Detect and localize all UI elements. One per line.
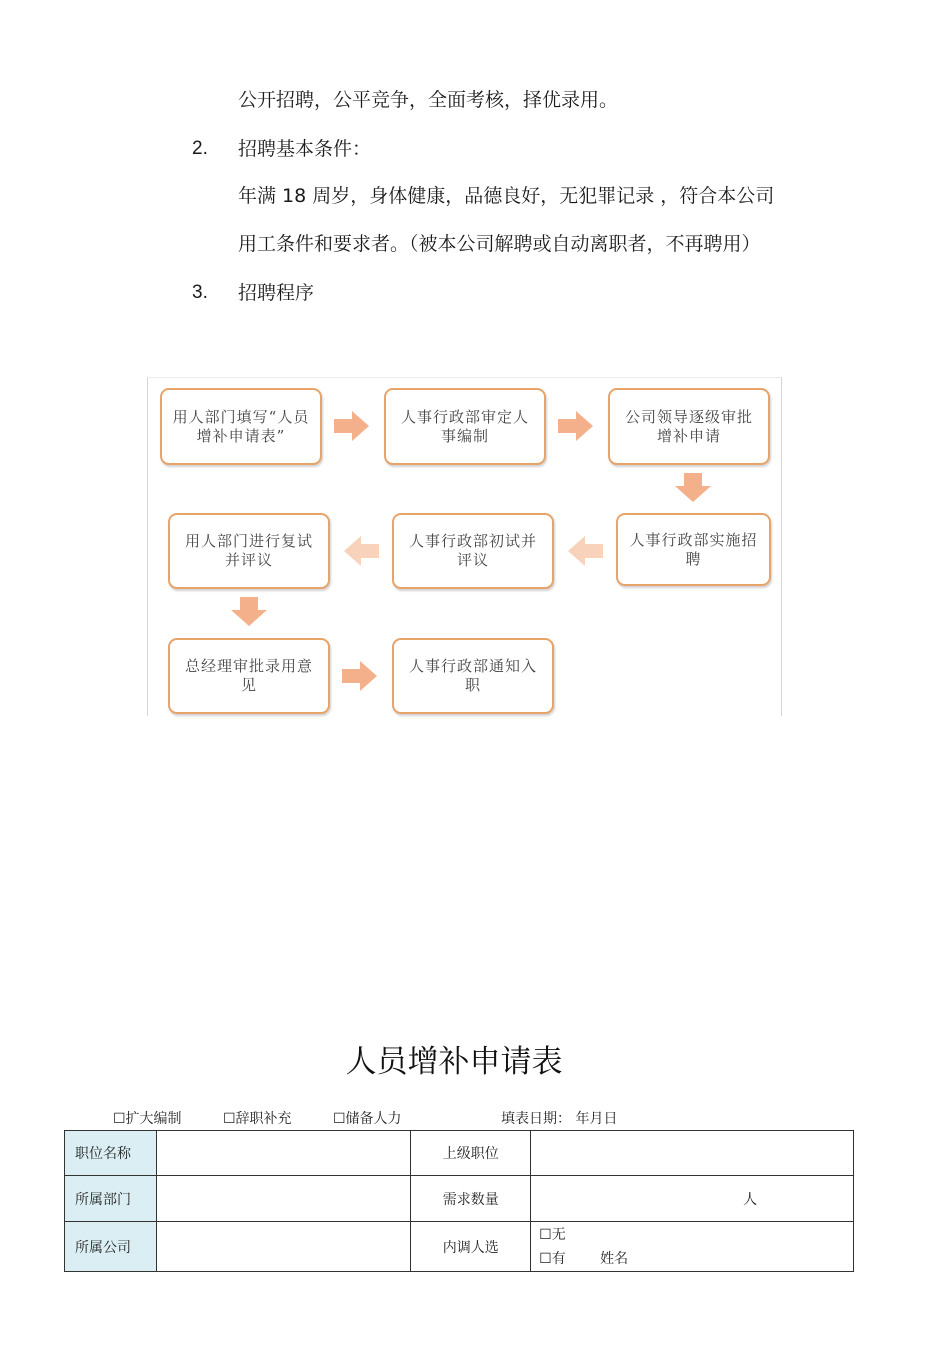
arrow-down-icon [674, 473, 712, 503]
table-row [65, 1176, 854, 1222]
item-number: 2. [192, 138, 208, 159]
checkbox-expand-staff[interactable]: ☐扩大编制 [113, 1111, 182, 1127]
position-name-label: 职位名称 [65, 1131, 157, 1176]
department-field[interactable] [156, 1176, 411, 1222]
flow-step: 人事行政部初试并评议 [392, 513, 554, 589]
arrow-down-icon [230, 597, 268, 627]
company-label: 所属公司 [65, 1222, 157, 1272]
checkbox-yes[interactable]: ☐有 [539, 1250, 566, 1267]
principle-text: 公开招聘，公平竞争，全面考核，择优录用。 [238, 89, 619, 111]
headcount-unit: 人 [743, 1191, 758, 1208]
checkbox-resignation-replacement[interactable]: ☐辞职补充 [223, 1111, 292, 1127]
flow-step: 人事行政部审定人事编制 [384, 388, 546, 465]
table-row [65, 1131, 854, 1176]
form-title: 人员增补申请表 [345, 1044, 563, 1080]
position-name-field[interactable] [156, 1131, 411, 1176]
department-label: 所属部门 [65, 1176, 157, 1222]
flow-step: 公司领导逐级审批增补申请 [608, 388, 770, 465]
superior-position-label: 上级职位 [411, 1131, 531, 1176]
flow-step: 用人部门进行复试并评议 [168, 513, 330, 589]
staff-request-table [64, 1130, 854, 1272]
arrow-right-icon [334, 410, 370, 442]
headcount-label: 需求数量 [411, 1176, 531, 1222]
item-title: 招聘程序 [238, 282, 315, 304]
flow-step: 用人部门填写“人员增补申请表” [160, 388, 322, 465]
condition-text: 年满 18 周岁，身体健康，品德良好，无犯罪记录 ，符合本公司 [238, 185, 775, 207]
table-row [65, 1222, 854, 1272]
arrow-right-icon [558, 410, 594, 442]
fill-date-label: 填表日期： 年月日 [501, 1111, 618, 1127]
name-label: 姓名 [600, 1250, 629, 1267]
headcount-field[interactable] [531, 1176, 854, 1222]
checkbox-reserve-staff[interactable]: ☐储备人力 [333, 1111, 402, 1127]
item-number: 3. [192, 282, 208, 303]
condition-text-continued: 用工条件和要求者。（被本公司解聘或自动离职者，不再聘用） [238, 233, 761, 255]
arrow-left-icon [344, 535, 380, 567]
item-title: 招聘基本条件： [238, 138, 372, 160]
company-field[interactable] [156, 1222, 411, 1272]
checkbox-none[interactable]: ☐无 [539, 1226, 566, 1243]
flow-step: 人事行政部通知入职 [392, 638, 554, 714]
internal-transfer-field [531, 1222, 854, 1272]
recruitment-flowchart [147, 377, 782, 716]
superior-position-field[interactable] [531, 1131, 854, 1176]
flow-step: 总经理审批录用意见 [168, 638, 330, 714]
flow-step: 人事行政部实施招聘 [616, 513, 771, 586]
arrow-left-icon [568, 535, 604, 567]
internal-transfer-label: 内调人选 [411, 1222, 531, 1272]
checkbox-yes-row [531, 1247, 853, 1271]
arrow-right-icon [342, 660, 378, 692]
